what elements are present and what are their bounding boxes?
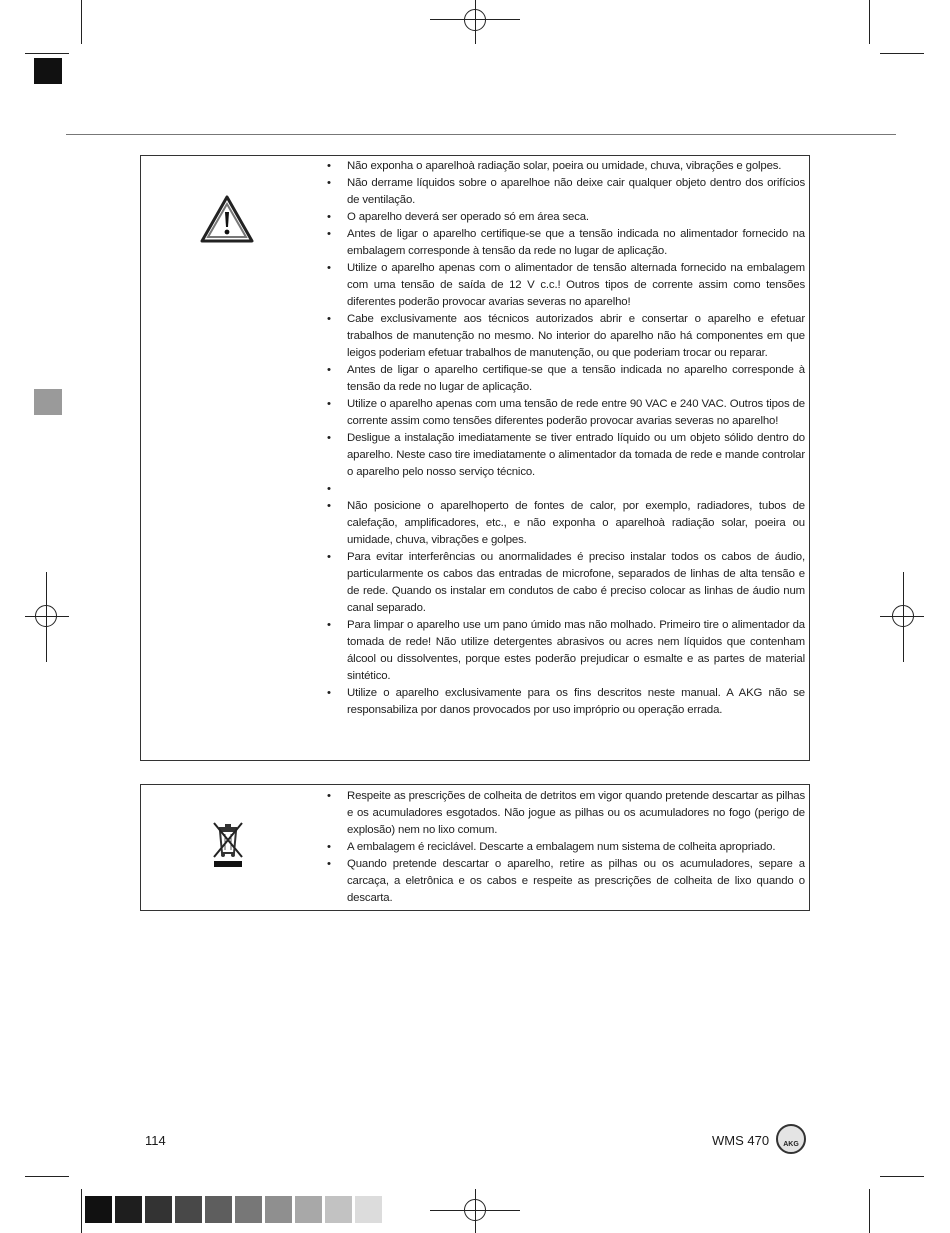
list-item: • Utilize o aparelho apenas com uma tensão de rede entre 90 VAC e 240 VAC. Outros tipos de corrente assim como tensões diferentes poderão provocar avarias severas no aparelho!: [327, 398, 805, 427]
color-swatch: [145, 1196, 172, 1223]
color-swatch: [85, 1196, 112, 1223]
chapter-tab-marker: [34, 58, 62, 84]
list-item: • Para evitar interferências ou anormalidades é preciso instalar todos os cabos de áudio, particularmente os cabos das entradas de microfone, separados de linhas de alta tensão e de rede. Quando os instalar em condutos de cabo é preciso colocar as linhas de áudio num canal separado.: [327, 551, 805, 614]
list-item: •: [327, 483, 331, 495]
color-swatch: [205, 1196, 232, 1223]
list-item: • Não posicione o aparelhoperto de fontes de calor, por exemplo, radiadores, tubos de calefação, amplificadores, etc., e não exponha o aparelhoà radiação solar, poeira ou umidade, chuva, vibrações e golpes.: [327, 500, 805, 546]
list-item: • Cabe exclusivamente aos técnicos autorizados abrir e consertar o aparelho e efetuar trabalhos de manutenção no mesmo. No interior do aparelho não há componentes em que leigos poderiam efetuar trabalhos de manutenção, ou que poderiam trocar ou reparar.: [327, 313, 805, 359]
header-rule: [66, 134, 896, 135]
color-swatch: [115, 1196, 142, 1223]
list-item: • Para limpar o aparelho use um pano úmido mas não molhado. Primeiro tire o alimentador da tomada de rede! Não utilize detergentes abrasivos ou acres nem líquidos que contenham álcool ou dissolventes, porque estes poderão prejudicar o esmalte e as partes de material sintético.: [327, 619, 805, 682]
page-number: 114: [145, 1133, 166, 1148]
color-swatch: [295, 1196, 322, 1223]
safety-list: [141, 156, 809, 719]
color-swatch: [325, 1196, 352, 1223]
disposal-notes-box: [140, 784, 810, 911]
disposal-list: [141, 785, 809, 907]
color-swatch: [265, 1196, 292, 1223]
safety-notes-box: [140, 155, 810, 761]
list-item: • Antes de ligar o aparelho certifique-se que a tensão indicada no aparelho corresponde à tensão da rede no lugar de aplicação.: [327, 364, 805, 393]
list-item: • A embalagem é reciclável. Descarte a embalagem num sistema de colheita apropriado.: [327, 841, 776, 853]
list-item: • Respeite as prescrições de colheita de detritos em vigor quando pretende descartar as pilhas e os acumuladores esgotados. Não jogue as pilhas ou os acumuladores no fogo (perigo de explosão) nem no lixo comum.: [327, 790, 805, 836]
list-item: • Não derrame líquidos sobre o aparelhoe não deixe cair qualquer objeto dentro dos orifícios de ventilação.: [327, 177, 805, 206]
list-item: • Antes de ligar o aparelho certifique-se que a tensão indicada no alimentador fornecido na embalagem corresponde à tensão da rede no lugar de aplicação.: [327, 228, 805, 257]
color-swatch: [235, 1196, 262, 1223]
list-item: • O aparelho deverá ser operado só em área seca.: [327, 211, 589, 223]
color-swatch: [355, 1196, 382, 1223]
product-name: WMS 470: [712, 1133, 770, 1148]
list-item: • Quando pretende descartar o aparelho, retire as pilhas ou os acumuladores, separe a carcaça, a eletrônica e os cabos e respeite as prescrições de colheita de lixo quando o descarta.: [327, 858, 805, 904]
section-tab-marker: [34, 389, 62, 415]
list-item: • Não exponha o aparelhoà radiação solar, poeira ou umidade, chuva, vibrações e golpes.: [327, 160, 782, 172]
akg-logo: AKG: [776, 1124, 806, 1154]
list-item: • Desligue a instalação imediatamente se tiver entrado líquido ou um objeto sólido dentro do aparelho. Neste caso tire imediatamente o alimentador da tomada de rede e mande controlar o aparelho pelo nosso serviço técnico.: [327, 432, 805, 478]
list-item: • Utilize o aparelho apenas com o alimentador de tensão alternada fornecido na embalagem com uma tensão de saída de 12 V c.c.! Outros tipos de corrente assim como tensões diferentes poderão provocar avarias severas no aparelho!: [327, 262, 805, 308]
color-swatch: [175, 1196, 202, 1223]
list-item: • Utilize o aparelho exclusivamente para os fins descritos neste manual. A AKG não se responsabiliza por danos provocados por uso impróprio ou operação errada.: [327, 687, 805, 716]
